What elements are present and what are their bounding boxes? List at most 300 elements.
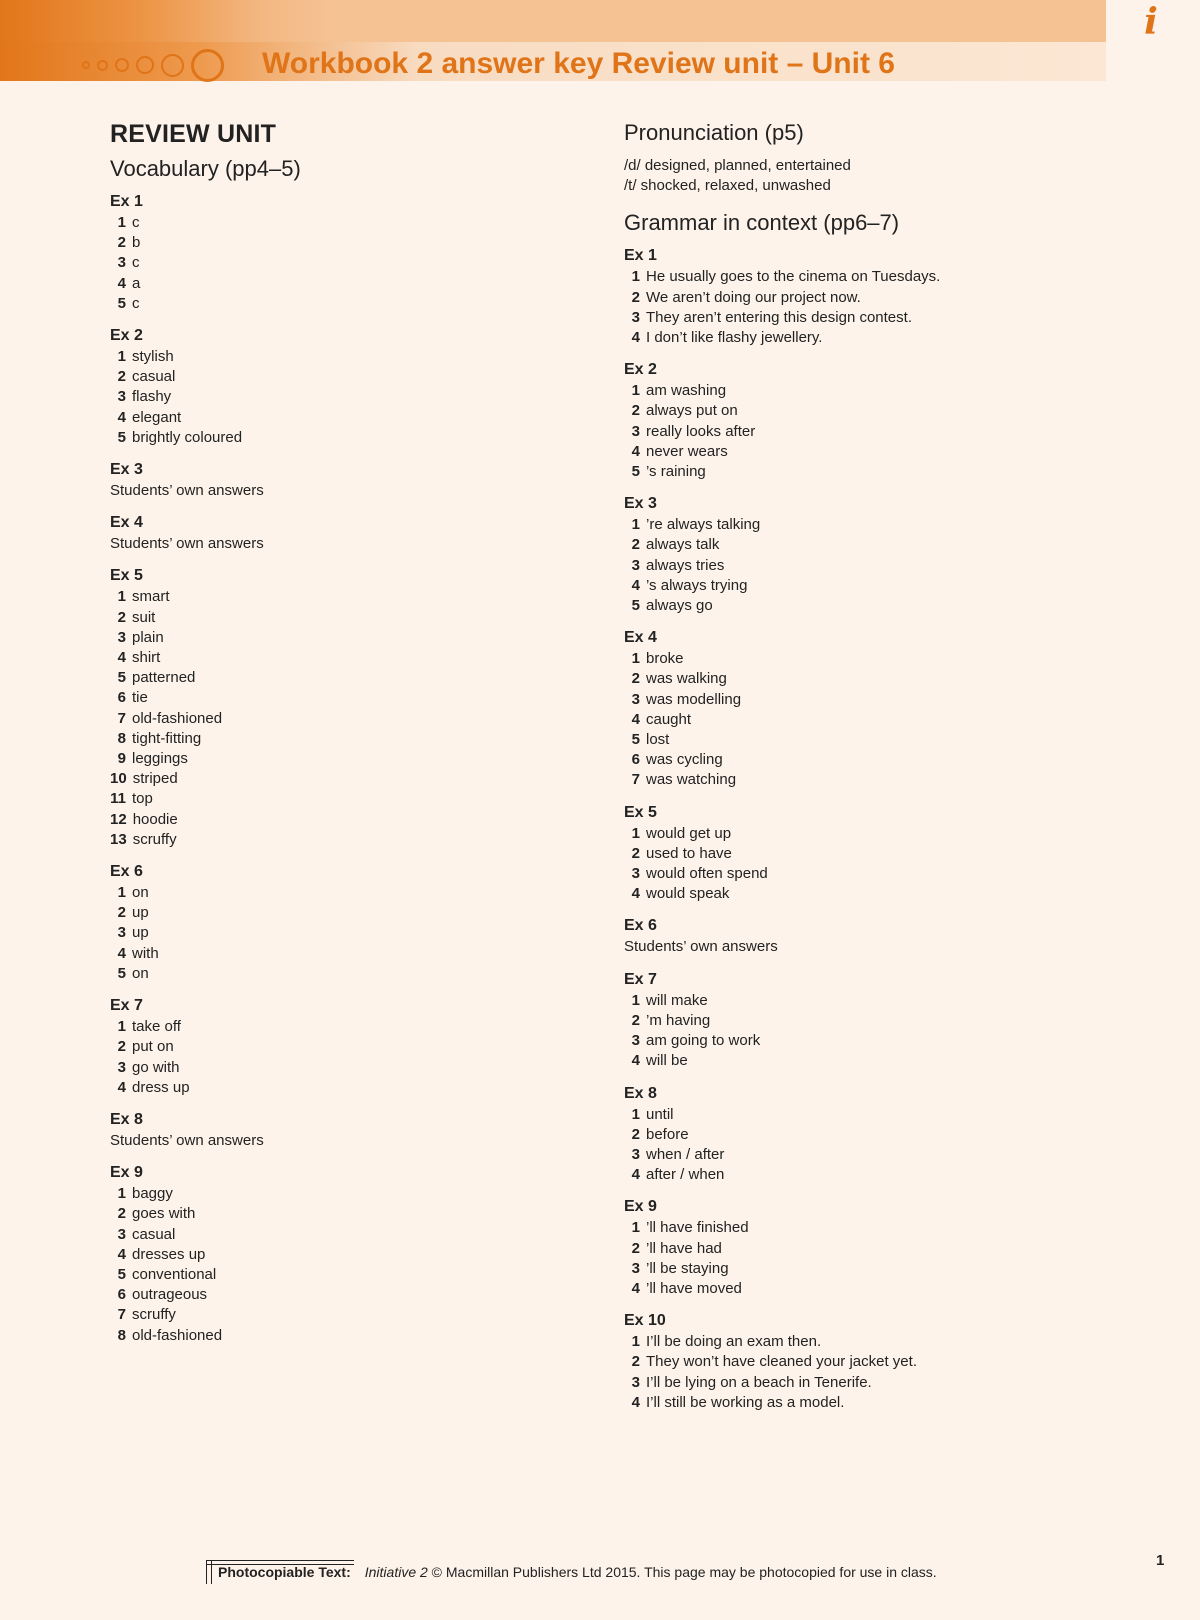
answer-item <box>110 810 580 830</box>
answer-text: when / after <box>646 1145 725 1163</box>
answer-number: 11 <box>110 790 126 808</box>
answer-number: 3 <box>117 254 126 272</box>
answer-item <box>110 1037 580 1057</box>
answer-item <box>110 923 580 943</box>
answer-item <box>624 381 1164 401</box>
answer-number: 1 <box>117 1018 126 1036</box>
answer-text: caught <box>646 710 692 728</box>
answer-text: up <box>132 924 149 942</box>
answer-number: 1 <box>631 991 640 1009</box>
answer-item <box>624 556 1164 576</box>
answer-number: 4 <box>631 1393 640 1411</box>
answer-item <box>624 770 1164 790</box>
answer-number: 4 <box>631 329 640 347</box>
answer-item <box>110 1204 580 1224</box>
answer-item <box>110 964 580 984</box>
answer-item <box>110 428 580 448</box>
answer-text: was modelling <box>646 690 742 708</box>
exercise-label: Ex 8 <box>110 1110 143 1128</box>
exercise-block <box>110 862 580 984</box>
answer-number: 5 <box>117 1265 126 1283</box>
answer-text: We aren’t doing our project now. <box>646 288 861 306</box>
answer-text: Students’ own answers <box>110 535 264 553</box>
answer-item <box>624 710 1164 730</box>
answer-number: 3 <box>631 1259 640 1277</box>
footer <box>206 1560 937 1584</box>
exercise-block <box>110 1110 580 1151</box>
answer-text: was walking <box>646 670 727 688</box>
answer-text: would often spend <box>646 865 768 883</box>
answer-text: a <box>132 274 141 292</box>
answer-text: never wears <box>646 442 728 460</box>
answer-item <box>624 844 1164 864</box>
answer-item <box>110 608 580 628</box>
exercise-label: Ex 5 <box>110 567 143 585</box>
answer-text: dresses up <box>132 1245 206 1263</box>
exercise-label: Ex 4 <box>624 629 657 647</box>
answer-text: ’re always talking <box>646 516 761 534</box>
pronunciation-line: /d/ designed, planned, entertained <box>624 157 851 174</box>
answer-number: 5 <box>117 669 126 687</box>
answer-text: will be <box>646 1052 688 1070</box>
answer-item <box>624 1259 1164 1279</box>
answer-text: ’s always trying <box>646 576 748 594</box>
answer-text: on <box>132 964 149 982</box>
answer-text: flashy <box>132 388 172 406</box>
answer-text: would get up <box>646 824 732 842</box>
answer-number: 1 <box>117 348 126 366</box>
answer-item <box>110 1078 580 1098</box>
answer-item <box>110 709 580 729</box>
answer-text: I’ll be lying on a beach in Tenerife. <box>646 1373 872 1391</box>
answer-number: 5 <box>117 964 126 982</box>
answer-number: 1 <box>631 1219 640 1237</box>
exercise-block <box>624 246 1164 348</box>
answer-number: 2 <box>631 1125 640 1143</box>
answer-text: used to have <box>646 844 732 862</box>
answer-item <box>110 1285 580 1305</box>
answer-number: 2 <box>631 288 640 306</box>
exercise-label: Ex 6 <box>624 917 657 935</box>
info-icon: i <box>1144 1 1158 43</box>
answer-text: old-fashioned <box>132 709 223 727</box>
answer-number: 6 <box>117 689 126 707</box>
answer-text: was cycling <box>646 751 723 769</box>
answer-number: 3 <box>631 422 640 440</box>
answer-text: lost <box>646 731 670 749</box>
answer-text: They aren’t entering this design contest. <box>646 308 912 326</box>
answer-number: 5 <box>117 428 126 446</box>
exercise-block <box>624 916 1164 957</box>
answer-item <box>110 253 580 273</box>
exercise-block <box>624 628 1164 790</box>
answer-number: 5 <box>631 463 640 481</box>
answer-text: hoodie <box>132 810 178 828</box>
exercise-block <box>110 566 580 850</box>
answer-item <box>624 884 1164 904</box>
answer-number: 3 <box>631 308 640 326</box>
answer-number: 3 <box>117 1058 126 1076</box>
answer-text: on <box>132 884 149 902</box>
answer-number: 8 <box>117 1326 126 1344</box>
answer-item <box>624 649 1164 669</box>
answer-number: 2 <box>631 536 640 554</box>
answer-number: 8 <box>117 729 126 747</box>
answer-text: am washing <box>646 382 727 400</box>
answer-text: with <box>132 944 159 962</box>
answer-text: would speak <box>646 885 730 903</box>
answer-item <box>110 883 580 903</box>
answer-text: scruffy <box>132 830 177 848</box>
answer-item <box>110 1245 580 1265</box>
answer-item <box>624 669 1164 689</box>
exercise-label: Ex 7 <box>624 970 657 988</box>
answer-text: tight-fitting <box>132 729 202 747</box>
answer-text: c <box>132 254 140 272</box>
answer-item <box>624 442 1164 462</box>
answer-item <box>624 308 1164 328</box>
page-number: 1 <box>1156 1552 1165 1569</box>
answer-item <box>110 367 580 387</box>
answer-item <box>624 535 1164 555</box>
answer-item <box>110 587 580 607</box>
answer-item <box>110 729 580 749</box>
answer-text: baggy <box>132 1185 173 1203</box>
answer-number: 4 <box>117 944 126 962</box>
answer-text: They won’t have cleaned your jacket yet. <box>646 1353 917 1371</box>
answer-item <box>110 1305 580 1325</box>
answer-item <box>110 944 580 964</box>
answer-text: take off <box>132 1018 181 1036</box>
answer-text: smart <box>132 588 170 606</box>
answer-item <box>624 462 1164 482</box>
pronunciation-line: /t/ shocked, relaxed, unwashed <box>624 177 831 195</box>
exercise-label: Ex 2 <box>624 361 657 379</box>
answer-number: 4 <box>117 408 126 426</box>
answer-number: 3 <box>117 1225 126 1243</box>
answer-number: 5 <box>631 731 640 749</box>
answer-text: conventional <box>132 1265 217 1283</box>
answer-number: 2 <box>117 1205 126 1223</box>
answer-number: 13 <box>110 830 127 848</box>
answer-text: stylish <box>132 348 174 366</box>
answer-text: tie <box>132 689 148 707</box>
answer-number: 4 <box>117 1245 126 1263</box>
answer-item <box>624 824 1164 844</box>
answer-text: will make <box>646 991 708 1009</box>
answer-number: 2 <box>117 1038 126 1056</box>
answer-item <box>624 1373 1164 1393</box>
answer-item <box>110 1265 580 1285</box>
answer-item <box>624 1125 1164 1145</box>
answer-number: 2 <box>631 402 640 420</box>
answer-item <box>110 789 580 809</box>
exercise-label: Ex 9 <box>624 1198 657 1216</box>
answer-item <box>624 730 1164 750</box>
answer-number: 4 <box>631 1052 640 1070</box>
answer-text: striped <box>132 770 178 788</box>
answer-number: 6 <box>631 751 640 769</box>
exercise-label: Ex 1 <box>110 193 143 210</box>
answer-number: 1 <box>631 516 640 534</box>
answer-text: He usually goes to the cinema on Tuesdays. <box>646 268 941 286</box>
answer-item <box>110 347 580 367</box>
answer-item <box>624 328 1164 348</box>
pronunciation-block <box>624 156 1164 196</box>
answer-item <box>110 1017 580 1037</box>
answer-text: scruffy <box>132 1306 176 1324</box>
answer-number: 3 <box>117 628 126 646</box>
answer-number: 1 <box>117 884 126 902</box>
answer-text: I don’t like flashy jewellery. <box>646 329 823 347</box>
answer-number: 2 <box>631 670 640 688</box>
answer-number: 3 <box>117 388 126 406</box>
exercise-label: Ex 5 <box>624 803 657 821</box>
answer-text: ’m having <box>646 1011 711 1029</box>
answer-text: elegant <box>132 408 182 426</box>
answer-text: goes with <box>132 1205 196 1223</box>
answer-text: shirt <box>132 649 161 667</box>
answer-item <box>110 294 580 314</box>
answer-text: always tries <box>646 556 725 574</box>
answer-text: Students’ own answers <box>624 938 778 956</box>
exercise-label: Ex 8 <box>624 1084 657 1102</box>
answer-number: 4 <box>117 274 126 292</box>
page-title: Workbook 2 answer key Review unit – Unit 6 <box>262 47 895 80</box>
answer-item <box>624 1145 1164 1165</box>
answer-number: 1 <box>631 650 640 668</box>
answer-number: 2 <box>117 904 126 922</box>
answer-text: dress up <box>132 1078 190 1096</box>
answer-text: b <box>132 234 141 252</box>
answer-number: 4 <box>117 1078 126 1096</box>
answer-item <box>624 422 1164 442</box>
pronunciation-heading: Pronunciation (p5) <box>624 120 804 145</box>
answer-number: 6 <box>117 1286 126 1304</box>
answer-number: 1 <box>631 268 640 286</box>
answer-number: 7 <box>117 709 126 727</box>
answer-text: leggings <box>132 750 188 768</box>
answer-item <box>110 1058 580 1078</box>
answer-text: ’s raining <box>646 463 706 481</box>
answer-item <box>624 1279 1164 1299</box>
answer-text: ’ll have finished <box>646 1219 749 1237</box>
answer-text: I’ll be doing an exam then. <box>646 1333 822 1351</box>
answer-number: 1 <box>631 382 640 400</box>
exercise-label: Ex 1 <box>624 247 657 265</box>
answer-text: Students’ own answers <box>110 1131 264 1149</box>
answer-item <box>624 1031 1164 1051</box>
answer-item <box>110 749 580 769</box>
answer-text: before <box>646 1125 689 1143</box>
answer-item <box>624 515 1164 535</box>
answer-number: 4 <box>631 1279 640 1297</box>
answer-item <box>110 688 580 708</box>
answer-item <box>110 233 580 253</box>
photocopiable-label: Photocopiable Text: <box>206 1562 357 1582</box>
answer-item <box>624 750 1164 770</box>
exercise-block <box>110 996 580 1098</box>
answer-text: Students’ own answers <box>110 482 264 500</box>
answer-number: 9 <box>117 750 126 768</box>
exercise-block <box>624 803 1164 905</box>
answer-item <box>110 1184 580 1204</box>
grammar-heading: Grammar in context (pp6–7) <box>624 210 900 236</box>
answer-number: 3 <box>117 924 126 942</box>
answer-number: 5 <box>631 597 640 615</box>
answer-number: 1 <box>631 824 640 842</box>
answer-number: 2 <box>631 1353 640 1371</box>
exercise-block <box>624 1197 1164 1299</box>
exercise-block <box>624 1084 1164 1186</box>
answer-number: 2 <box>631 844 640 862</box>
answer-item <box>110 408 580 428</box>
answer-text: ’ll have moved <box>646 1279 742 1297</box>
answer-number: 4 <box>117 649 126 667</box>
answer-text: always put on <box>646 402 738 420</box>
answer-item <box>624 690 1164 710</box>
answer-text: I’ll still be working as a model. <box>646 1393 845 1411</box>
exercise-block <box>110 326 580 448</box>
answer-number: 4 <box>631 576 640 594</box>
answer-number: 5 <box>117 294 126 312</box>
answer-number: 2 <box>631 1011 640 1029</box>
answer-number: 3 <box>631 1145 640 1163</box>
answer-item <box>624 1239 1164 1259</box>
answer-item <box>624 401 1164 421</box>
unit-heading: REVIEW UNIT <box>110 120 277 148</box>
exercise-block <box>110 192 580 314</box>
answer-number: 2 <box>117 368 126 386</box>
answer-item <box>110 213 580 233</box>
vocabulary-heading: Vocabulary (pp4–5) <box>110 156 301 181</box>
answer-item <box>110 830 580 850</box>
answer-number: 7 <box>117 1306 126 1324</box>
answer-text: c <box>132 214 140 231</box>
answer-item <box>110 628 580 648</box>
exercise-label: Ex 9 <box>110 1164 143 1182</box>
answer-item <box>624 1105 1164 1125</box>
answer-text: ’ll have had <box>646 1239 722 1257</box>
answer-item <box>624 267 1164 287</box>
answer-number: 4 <box>631 1166 640 1184</box>
answer-number: 1 <box>631 1333 640 1351</box>
answer-item <box>624 576 1164 596</box>
answer-item <box>110 769 580 789</box>
answer-number: 1 <box>631 1105 640 1123</box>
exercise-label: Ex 4 <box>110 514 143 532</box>
answer-text: c <box>132 294 140 312</box>
answer-text: was watching <box>646 771 737 789</box>
answer-number: 12 <box>110 810 127 828</box>
answer-text: broke <box>646 650 684 668</box>
answer-text: always talk <box>646 536 720 554</box>
answer-number: 1 <box>117 588 126 606</box>
exercise-block <box>624 360 1164 482</box>
answer-number: 3 <box>631 1373 640 1391</box>
exercise-label: Ex 2 <box>110 327 143 345</box>
decorative-circles-icon <box>82 48 231 82</box>
answer-item <box>110 387 580 407</box>
exercise-label: Ex 3 <box>110 461 143 479</box>
answer-text: after / when <box>646 1166 725 1184</box>
answer-item <box>110 903 580 923</box>
answer-item <box>624 1332 1164 1352</box>
answer-item <box>624 991 1164 1011</box>
answer-number: 3 <box>631 556 640 574</box>
answer-number: 3 <box>631 865 640 883</box>
answer-number: 3 <box>631 690 640 708</box>
answer-number: 2 <box>631 1239 640 1257</box>
exercise-block <box>624 970 1164 1072</box>
answer-number: 4 <box>631 442 640 460</box>
answer-text: really looks after <box>646 422 756 440</box>
left-column <box>110 118 580 1358</box>
exercise-block <box>110 460 580 501</box>
exercise-block <box>110 1163 580 1346</box>
copyright-text: © Macmillan Publishers Ltd 2015. This page may be photocopied for use in class. <box>427 1564 937 1580</box>
exercise-label: Ex 10 <box>624 1312 666 1330</box>
exercise-label: Ex 3 <box>624 495 657 513</box>
answer-text: outrageous <box>132 1286 208 1304</box>
answer-text: until <box>646 1105 674 1123</box>
book-title: Initiative 2 <box>364 1564 428 1580</box>
exercise-label: Ex 7 <box>110 997 143 1015</box>
answer-item <box>624 1393 1164 1413</box>
answer-item <box>624 596 1164 616</box>
answer-item <box>624 1165 1164 1185</box>
answer-item <box>110 1225 580 1245</box>
answer-item <box>110 668 580 688</box>
answer-number: 2 <box>117 608 126 626</box>
exercise-block <box>624 1311 1164 1413</box>
answer-text: old-fashioned <box>132 1326 223 1344</box>
answer-text: ’ll be staying <box>646 1259 729 1277</box>
right-column <box>624 118 1164 1425</box>
answer-item <box>624 1011 1164 1031</box>
answer-item <box>624 864 1164 884</box>
answer-number: 3 <box>631 1032 640 1050</box>
answer-number: 4 <box>631 710 640 728</box>
exercise-label: Ex 6 <box>110 863 143 881</box>
answer-text: casual <box>132 1225 176 1243</box>
exercise-block <box>110 513 580 554</box>
answer-item <box>624 1352 1164 1372</box>
answer-text: am going to work <box>646 1032 761 1050</box>
exercise-block <box>624 494 1164 616</box>
answer-item <box>624 288 1164 308</box>
answer-item <box>110 274 580 294</box>
answer-number: 1 <box>117 214 126 231</box>
answer-number: 10 <box>110 770 127 788</box>
answer-text: casual <box>132 368 176 386</box>
answer-item <box>624 1051 1164 1071</box>
answer-number: 4 <box>631 885 640 903</box>
answer-text: patterned <box>132 669 196 687</box>
answer-text: put on <box>132 1038 174 1056</box>
answer-text: up <box>132 904 149 922</box>
answer-text: brightly coloured <box>132 428 243 446</box>
answer-item <box>110 648 580 668</box>
answer-number: 7 <box>631 771 640 789</box>
answer-number: 1 <box>117 1185 126 1203</box>
answer-item <box>110 1326 580 1346</box>
answer-text: suit <box>132 608 156 626</box>
answer-text: go with <box>132 1058 180 1076</box>
answer-text: plain <box>132 628 164 646</box>
answer-item <box>624 1218 1164 1238</box>
answer-text: top <box>132 790 153 808</box>
